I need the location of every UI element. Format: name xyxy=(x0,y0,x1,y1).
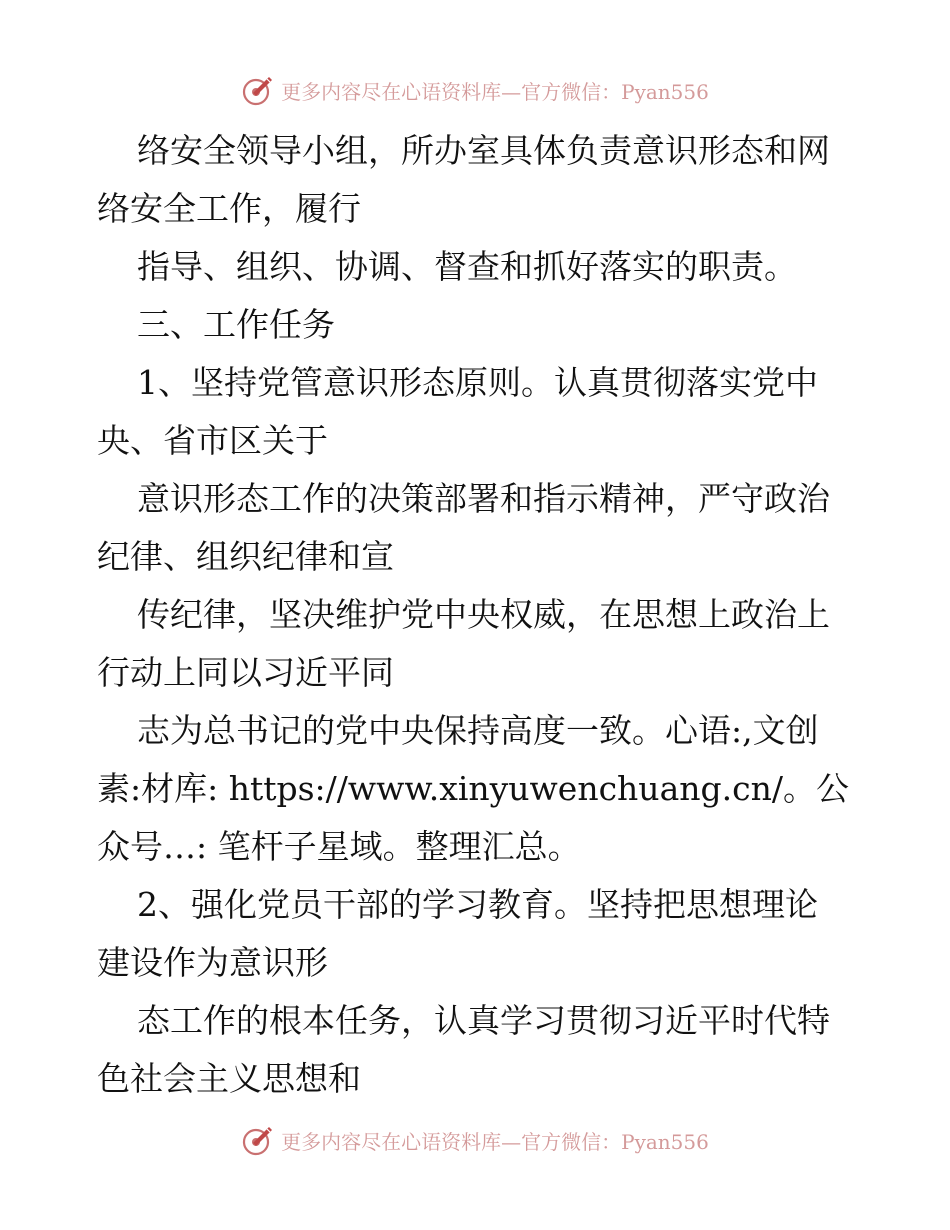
body-line: 传纪律，坚决维护党中央权威，在思想上政治上 xyxy=(137,595,830,634)
document-body xyxy=(97,122,877,1108)
pen-logo-icon xyxy=(241,73,275,107)
footer-banner xyxy=(0,1120,950,1160)
body-line: 纪律、组织纪律和宣 xyxy=(97,537,394,576)
body-line: 意识形态工作的决策部署和指示精神，严守政治 xyxy=(137,479,830,518)
footer-banner-text: 更多内容尽在心语资料库—官方微信：Pyan556 xyxy=(281,1129,709,1154)
body-line: 态工作的根本任务，认真学习贯彻习近平时代特 xyxy=(137,1001,830,1040)
body-line: 央、省市区关于 xyxy=(97,421,328,460)
header-banner-text: 更多内容尽在心语资料库—官方微信：Pyan556 xyxy=(281,79,709,104)
section-heading: 三、工作任务 xyxy=(137,305,335,344)
body-line: 志为总书记的党中央保持高度一致。心语:,文创 xyxy=(137,711,819,750)
body-line: 素:材库: https://www.xinyuwenchuang.cn/。公 xyxy=(97,769,849,808)
body-line: 络安全领导小组，所办室具体负责意识形态和网 xyxy=(137,131,830,170)
body-line: 色社会主义思想和 xyxy=(97,1059,361,1098)
body-line: 络安全工作，履行 xyxy=(97,189,361,228)
body-line: 1、坚持党管意识形态原则。认真贯彻落实党中 xyxy=(137,363,818,402)
body-line: 行动上同以习近平同 xyxy=(97,653,394,692)
body-line: 2、强化党员干部的学习教育。坚持把思想理论 xyxy=(137,885,818,924)
body-line: 指导、组织、协调、督查和抓好落实的职责。 xyxy=(137,247,797,286)
body-line: 建设作为意识形 xyxy=(97,943,328,982)
pen-logo-icon xyxy=(241,1123,275,1157)
body-line: 众号…: 笔杆子星域。整理汇总。 xyxy=(97,827,581,866)
header-banner xyxy=(0,70,950,110)
